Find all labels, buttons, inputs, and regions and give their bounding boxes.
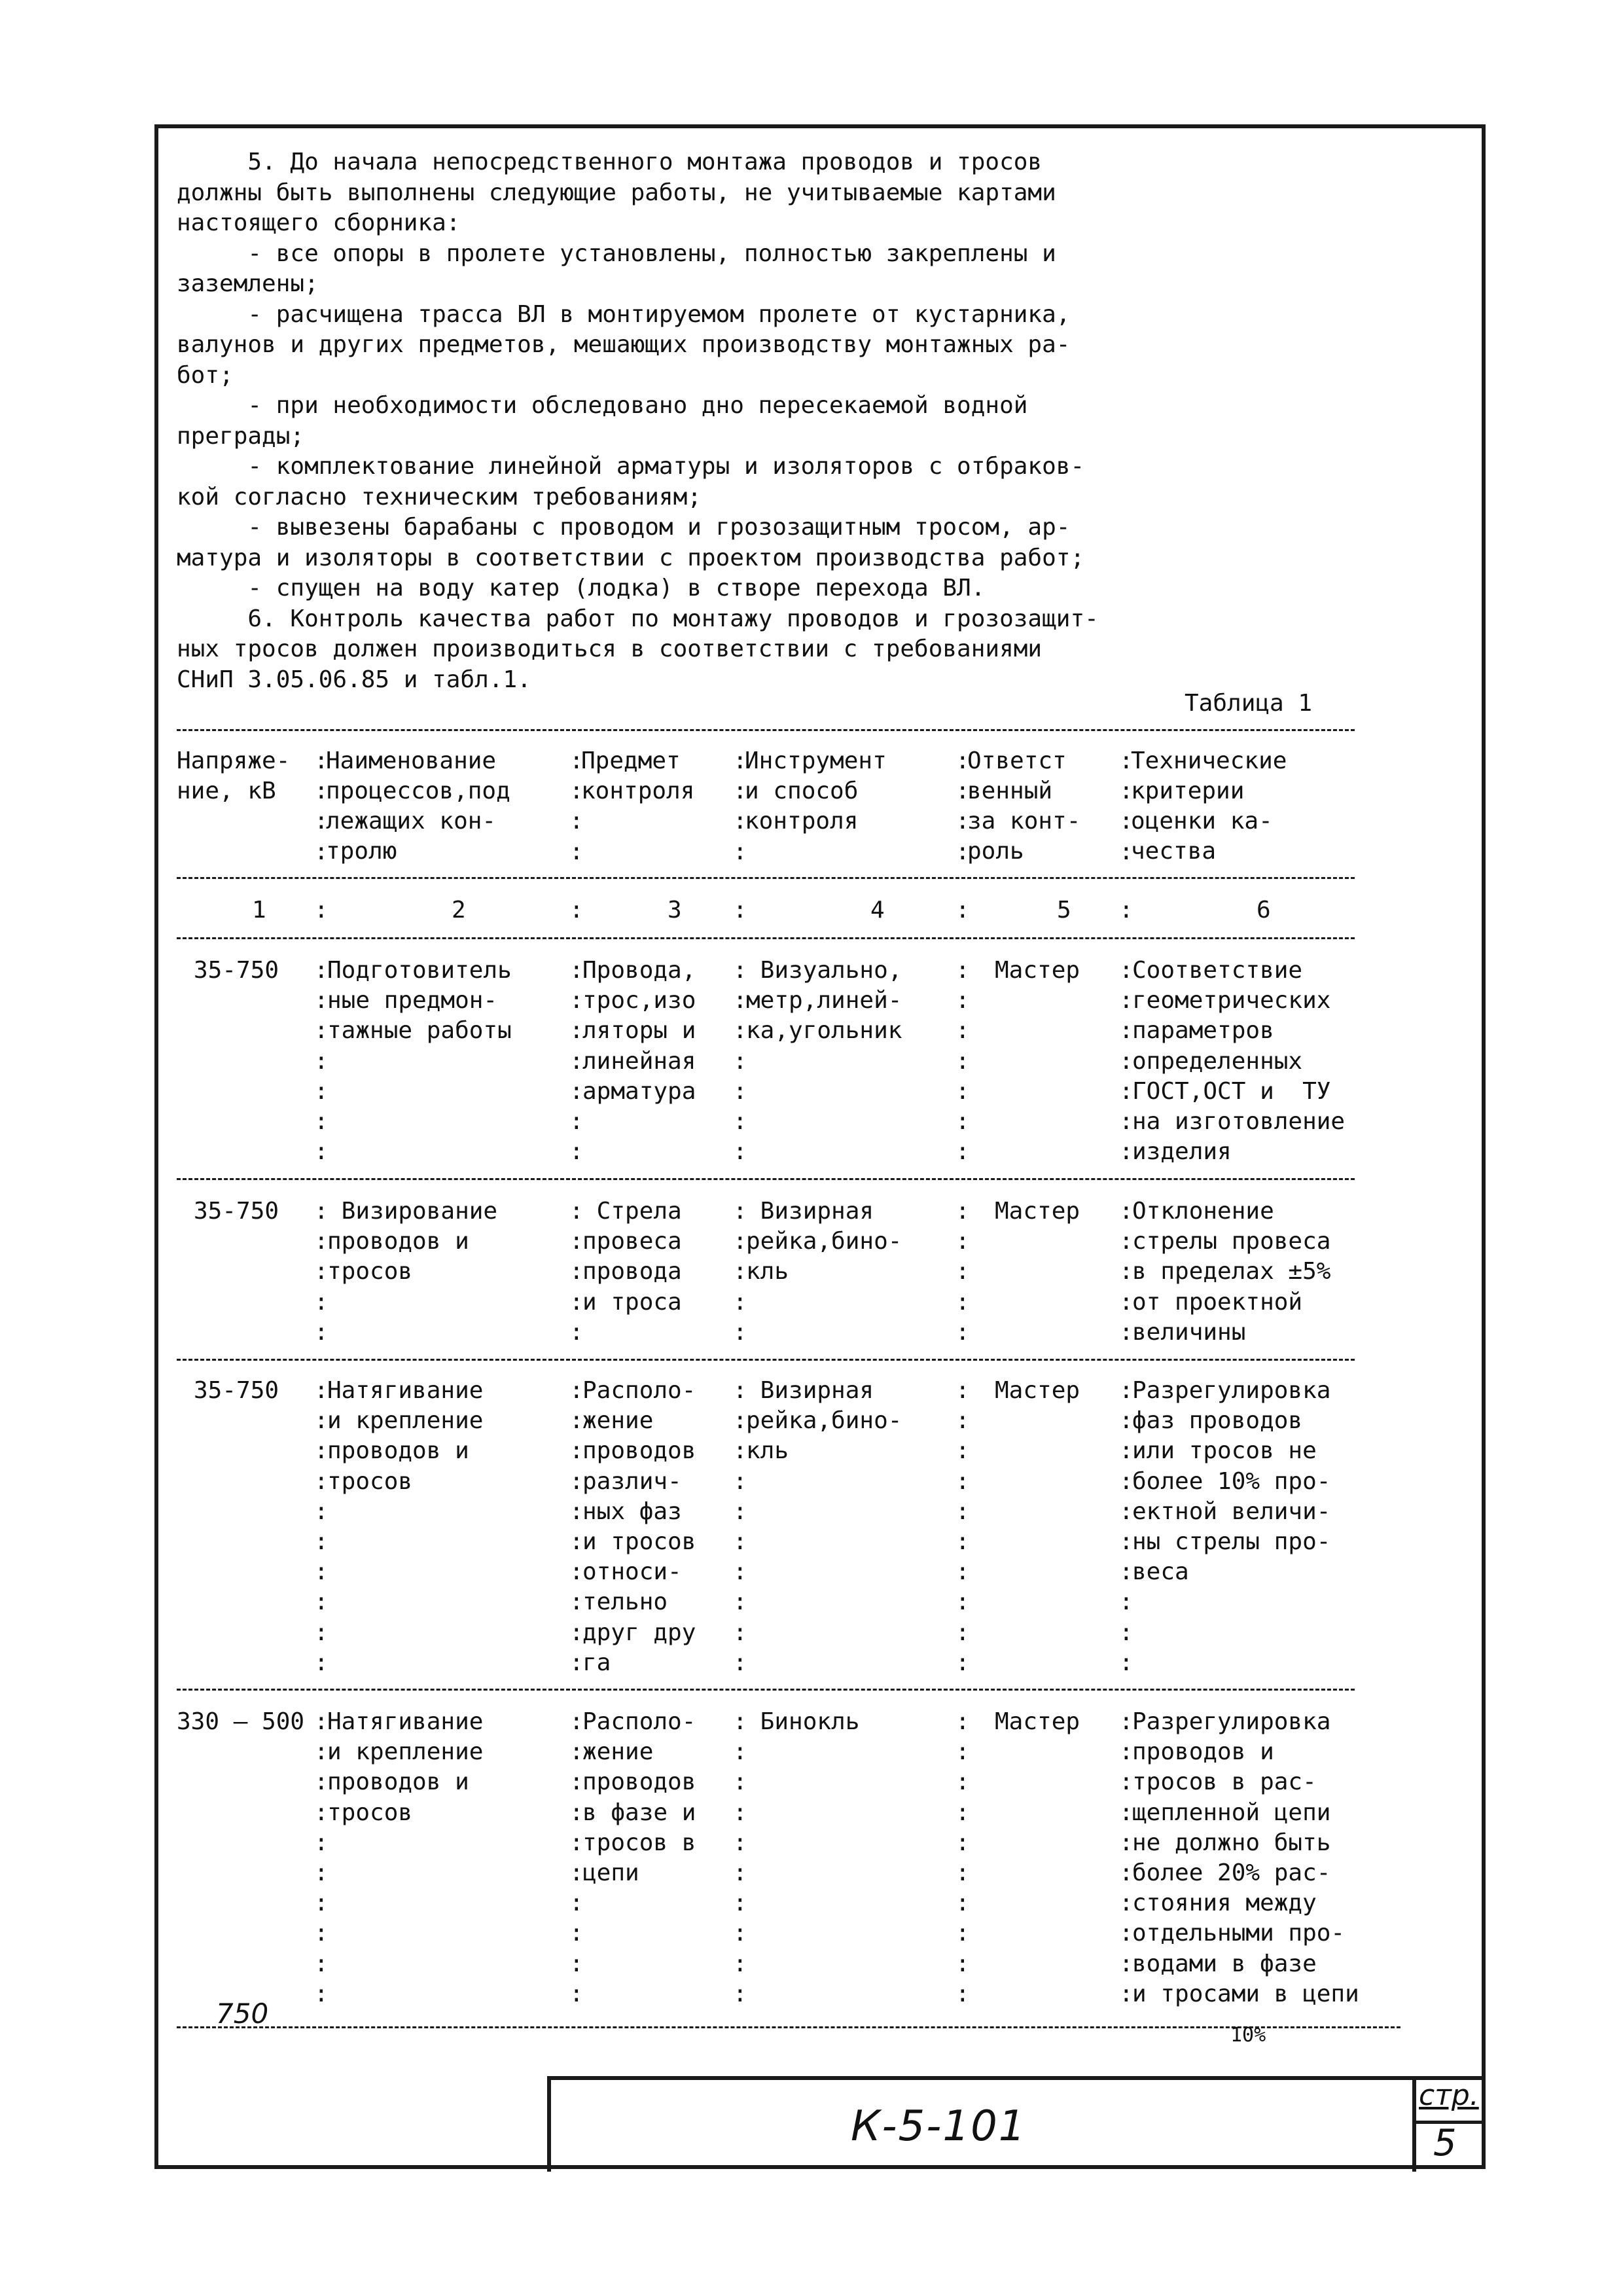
intro-line: преграды; xyxy=(177,422,305,450)
column-separator: : : : : : : : xyxy=(569,957,584,1166)
intro-line: 5. До начала непосредственного монтажа проводов и тросов xyxy=(177,149,1043,175)
table-row-4-criteria: Разрегулировка проводов и тросов в рас- щепленной цепи не должно быть более 20% рас- стояния между отдельными про- водами в фазе и тросами в цепи xyxy=(1132,1708,1359,2007)
table-row-4-tool: Бинокль xyxy=(746,1708,860,1735)
column-separator: : : : : xyxy=(1119,747,1133,865)
column-separator: : xyxy=(569,897,584,924)
column-separator: : : : : : : : : : : xyxy=(569,1708,584,2007)
header-col-6: Технические критерии оценки ка- чества xyxy=(1131,747,1287,865)
header-col-1: Напряже- ние, кВ xyxy=(177,747,291,804)
table-row-2-process: Визирование проводов и тросов xyxy=(327,1198,498,1285)
intro-line: ных тросов должен производиться в соответствии с требованиями xyxy=(177,636,1043,662)
column-separator: : : : : : : : xyxy=(314,957,329,1166)
column-separator: : xyxy=(955,897,970,924)
table-row-1-voltage: 35-750 xyxy=(194,957,279,984)
intro-line: - все опоры в пролете установлены, полностью закреплены и xyxy=(177,240,1056,267)
column-separator: : : : : : : : : : : xyxy=(955,1708,970,2007)
handwritten-750: 750 xyxy=(216,1998,269,2030)
column-separator: : : : : : xyxy=(955,1198,970,1346)
column-number: 1 xyxy=(252,897,266,924)
column-separator: : : : : : : : : : : xyxy=(1119,1708,1133,2007)
table-row-3-tool: Визирная рейка,бино- кль xyxy=(746,1377,902,1465)
intro-line: настоящего сборника: xyxy=(177,209,461,236)
table-row-4-subject: Располо- жение проводов в фазе и тросов в цепи xyxy=(582,1708,696,1887)
table-row-1-process: Подготовитель ные предмон- тажные работы xyxy=(327,957,512,1045)
intro-line: - комплектование линейной арматуры и изоляторов с отбраков- xyxy=(177,453,1085,480)
column-separator: : : : : xyxy=(733,747,747,865)
handwritten-10-percent: 10% xyxy=(1230,2024,1266,2047)
table-row-1-responsible: Мастер xyxy=(995,957,1080,984)
table-row-2-tool: Визирная рейка,бино- кль xyxy=(746,1198,902,1285)
column-number: 3 xyxy=(668,897,682,924)
header-top-rule xyxy=(177,729,1355,731)
intro-line: матура и изоляторы в соответствии с проектом производства работ; xyxy=(177,544,1085,571)
table-row-2-responsible: Мастер xyxy=(995,1198,1080,1225)
page-label: стр. xyxy=(1419,2079,1479,2112)
column-separator: : : : : : xyxy=(733,1198,747,1346)
intro-line: - расчищена трасса ВЛ в монтируемом пролете от кустарника, xyxy=(177,300,1071,328)
column-separator: : : : : : : : : : : xyxy=(733,1377,747,1676)
header-col-2: Наименование процессов,под лежащих кон- тролю xyxy=(326,747,510,865)
table-row-3-rule xyxy=(177,1689,1355,1691)
intro-line: заземлены; xyxy=(177,270,319,297)
column-numbers-rule xyxy=(177,937,1355,939)
column-separator: : : : : : : : xyxy=(733,957,747,1166)
column-separator: : : : : : : : xyxy=(1119,957,1133,1166)
header-col-4: Инструмент и способ контроля xyxy=(745,747,887,834)
column-number: 6 xyxy=(1257,897,1271,924)
table-row-4-responsible: Мастер xyxy=(995,1708,1080,1735)
column-separator: : : : : : : : xyxy=(955,957,970,1166)
table-row-3-voltage: 35-750 xyxy=(194,1377,279,1404)
table-row-3-responsible: Мастер xyxy=(995,1377,1080,1404)
header-col-3: Предмет контроля xyxy=(581,747,695,804)
column-number: 5 xyxy=(1057,897,1071,924)
table-row-3-criteria: Разрегулировка фаз проводов или тросов не более 10% про- ектной величи- ны стрелы про- веса xyxy=(1132,1377,1331,1586)
table-row-4-process: Натягивание и крепление проводов и тросов xyxy=(327,1708,484,1826)
table-row-2-criteria: Отклонение стрелы провеса в пределах ±5% от проектной величины xyxy=(1132,1198,1331,1346)
intro-line: - при необходимости обследовано дно пересекаемой водной xyxy=(177,392,1028,419)
intro-line: - спущен на воду катер (лодка) в створе перехода ВЛ. xyxy=(177,575,986,601)
column-separator: : : : : xyxy=(955,747,970,865)
column-separator: : xyxy=(733,897,747,924)
column-separator: : : : : : : : : : : xyxy=(733,1708,747,2007)
column-separator: : : : : : xyxy=(569,1198,584,1346)
intro-line: бот; xyxy=(177,361,234,389)
table-row-2-rule xyxy=(177,1359,1355,1361)
column-separator: : : : : : xyxy=(1119,1198,1133,1346)
table-row-4-voltage: 330 — 500 xyxy=(177,1708,305,1735)
column-separator: : : : : : : : : : : xyxy=(314,1377,329,1676)
table-row-1-tool: Визуально, метр,линей- ка,угольник xyxy=(746,957,902,1045)
column-separator: : xyxy=(1119,897,1133,924)
table-row-4-rule xyxy=(177,2026,1400,2028)
column-separator: : : : : xyxy=(569,747,584,865)
column-separator: : xyxy=(314,897,329,924)
table-row-3-process: Натягивание и крепление проводов и тросов xyxy=(327,1377,484,1495)
intro-text xyxy=(177,147,1459,695)
table-row-1-rule xyxy=(177,1178,1355,1180)
header-bottom-rule xyxy=(177,877,1355,879)
column-separator: : : : : : : : : : : xyxy=(314,1708,329,2007)
intro-line: кой согласно техническим требованиям; xyxy=(177,483,702,511)
title-block-divider xyxy=(1412,2076,1416,2172)
table-row-3-subject: Располо- жение проводов различ- ных фаз и тросов относи- тельно друг дру га xyxy=(582,1377,696,1676)
intro-line: должны быть выполнены следующие работы, не учитываемые картами xyxy=(177,179,1056,206)
table-row-1-subject: Провода, трос,изо ляторы и линейная арматура xyxy=(582,957,696,1105)
column-separator: : : : : xyxy=(314,747,329,865)
table-row-2-subject: Стрела провеса провода и троса xyxy=(582,1198,682,1316)
column-separator: : : : : : xyxy=(314,1198,329,1346)
column-separator: : : : : : : : : : : xyxy=(1119,1377,1133,1676)
intro-line: - вывезены барабаны с проводом и грозозащитным тросом, ар- xyxy=(177,514,1071,541)
column-number: 4 xyxy=(870,897,885,924)
table-row-1-criteria: Соответствие геометрических параметров определенных ГОСТ,ОСТ и ТУ на изготовление изделия xyxy=(1132,957,1346,1166)
document-code: К-5-101 xyxy=(851,2102,1027,2151)
column-separator: : : : : : : : : : : xyxy=(569,1377,584,1676)
table-row-2-voltage: 35-750 xyxy=(194,1198,279,1225)
column-separator: : : : : : : : : : : xyxy=(955,1377,970,1676)
page-number: 5 xyxy=(1433,2122,1457,2164)
intro-line: 6. Контроль качества работ по монтажу проводов и грозозащит- xyxy=(177,605,1099,632)
column-number: 2 xyxy=(452,897,466,924)
intro-line: СНиП 3.05.06.85 и табл.1. xyxy=(177,666,531,693)
header-col-5: Ответст венный за конт- роль xyxy=(967,747,1081,865)
table-caption: Таблица 1 xyxy=(1185,690,1313,717)
intro-line: валунов и других предметов, мешающих производству монтажных ра- xyxy=(177,331,1071,358)
